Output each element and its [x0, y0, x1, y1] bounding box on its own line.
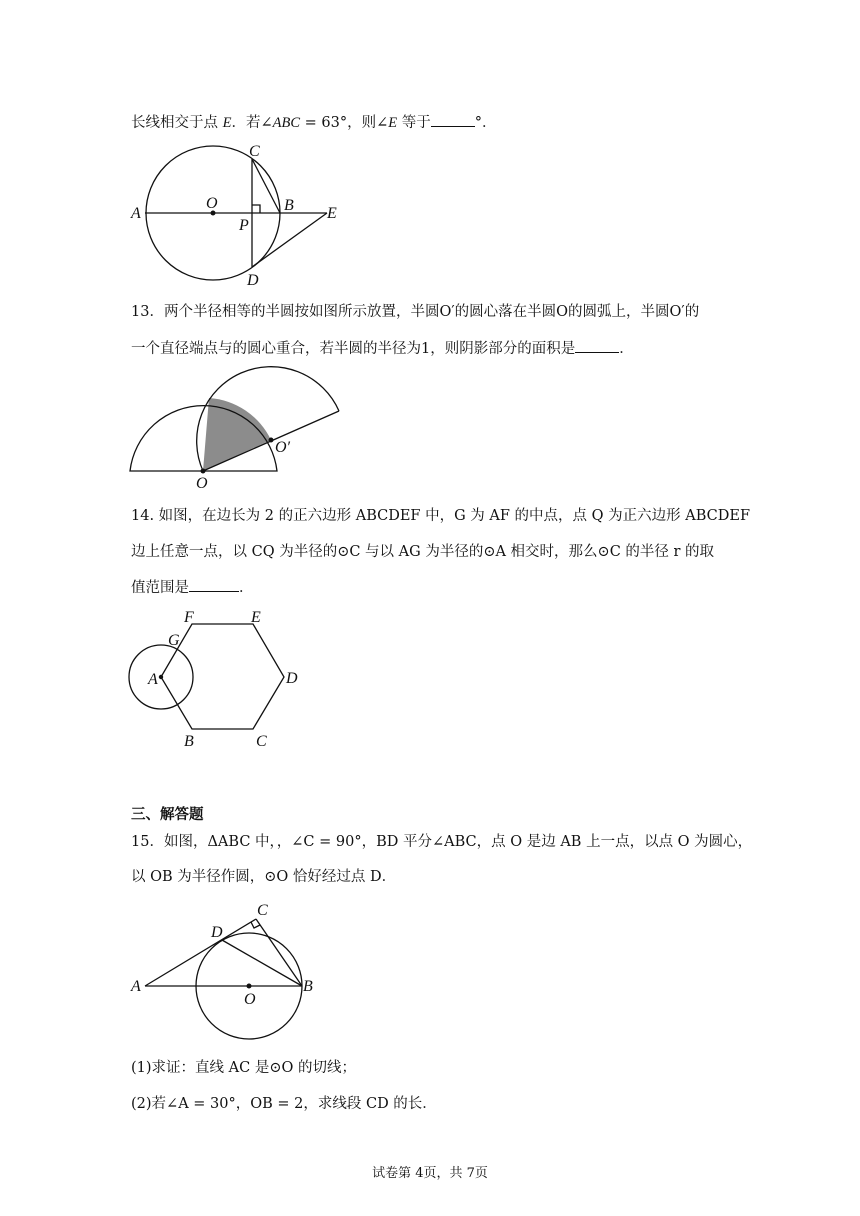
q12-tail-text: 长线相交于点	[131, 115, 223, 131]
q12-label-e: E	[327, 205, 337, 222]
q14-label-b: B	[184, 733, 194, 750]
q12-label-b: B	[284, 197, 294, 214]
q12-tail-point-e: E	[222, 115, 232, 131]
q12-label-p: P	[239, 217, 249, 234]
q15-label-d: D	[211, 924, 223, 941]
q13-label-oprime: O′	[275, 439, 291, 456]
q15-segment-cb	[256, 919, 302, 986]
q14-line-1: 14. 如图，在边长为 2 的正六边形 ABCDEF 中，G 为 AF 的中点，点 Q 为正六边形 ABCDEF	[131, 508, 751, 524]
q15-part-1: (1)求证：直线 AC 是⊙O 的切线；	[131, 1060, 356, 1076]
q12-tail-angle-e: E	[388, 115, 398, 131]
q15-line-2: 以 OB 为半径作圆，⊙O 恰好经过点 D．	[131, 869, 397, 885]
q15-segment-ac	[145, 919, 256, 986]
q14-line-2: 边上任意一点，以 CQ 为半径的⊙C 与以 AG 为半径的⊙A 相交时，那么⊙C 的半径 r 的取	[131, 544, 715, 560]
q13-line-2-text: 一个直径端点与的圆心重合，若半圆的半径为1，则阴影部分的面积是	[131, 341, 576, 357]
q12-tail-mid: ．若∠	[231, 115, 273, 131]
q15-part-2: (2)若∠A = 30°，OB = 2，求线段 CD 的长．	[131, 1096, 437, 1112]
q14-label-c: C	[256, 733, 267, 750]
q12-tail-eq: = 63°，则∠	[300, 115, 389, 131]
q13-label-o: O	[196, 475, 208, 492]
section-heading: 三、解答题	[131, 806, 204, 823]
q12-tail-end: °．	[474, 115, 497, 131]
q14-line-3-end: ．	[239, 580, 254, 596]
q14-label-d: D	[286, 670, 298, 687]
q12-label-o: O	[206, 195, 218, 212]
q14-label-e: E	[251, 609, 261, 626]
q14-line-3-text: 值范围是	[131, 580, 189, 596]
q12-tail-angle-abc: ABC	[272, 115, 301, 131]
q15-label-b: B	[303, 978, 313, 995]
q15-line-1: 15．如图，ΔABC 中，，∠C = 90°，BD 平分∠ABC，点 O 是边 AB 上一点，以点 O 为圆心，	[131, 834, 753, 850]
page-footer: 试卷第 4页，共 7页	[372, 1166, 488, 1181]
q12-label-a: A	[131, 205, 141, 222]
q15-center-dot	[247, 984, 252, 989]
q12-label-d: D	[247, 272, 259, 289]
q15-label-c: C	[257, 902, 268, 919]
q15-label-a: A	[131, 978, 141, 995]
q15-label-o: O	[244, 991, 256, 1008]
q14-label-g: G	[168, 632, 180, 649]
q12-tail-suffix: 等于	[397, 115, 431, 131]
q12-label-c: C	[249, 143, 260, 160]
q13-line-1: 13．两个半径相等的半圆按如图所示放置，半圆O′的圆心落在半圆O的圆弧上，半圆O′的	[131, 304, 700, 320]
q14-label-a: A	[148, 671, 158, 688]
q14-label-f: F	[184, 609, 194, 626]
q15-segment-db	[222, 940, 302, 986]
q13-line-2-end: ．	[619, 341, 634, 357]
